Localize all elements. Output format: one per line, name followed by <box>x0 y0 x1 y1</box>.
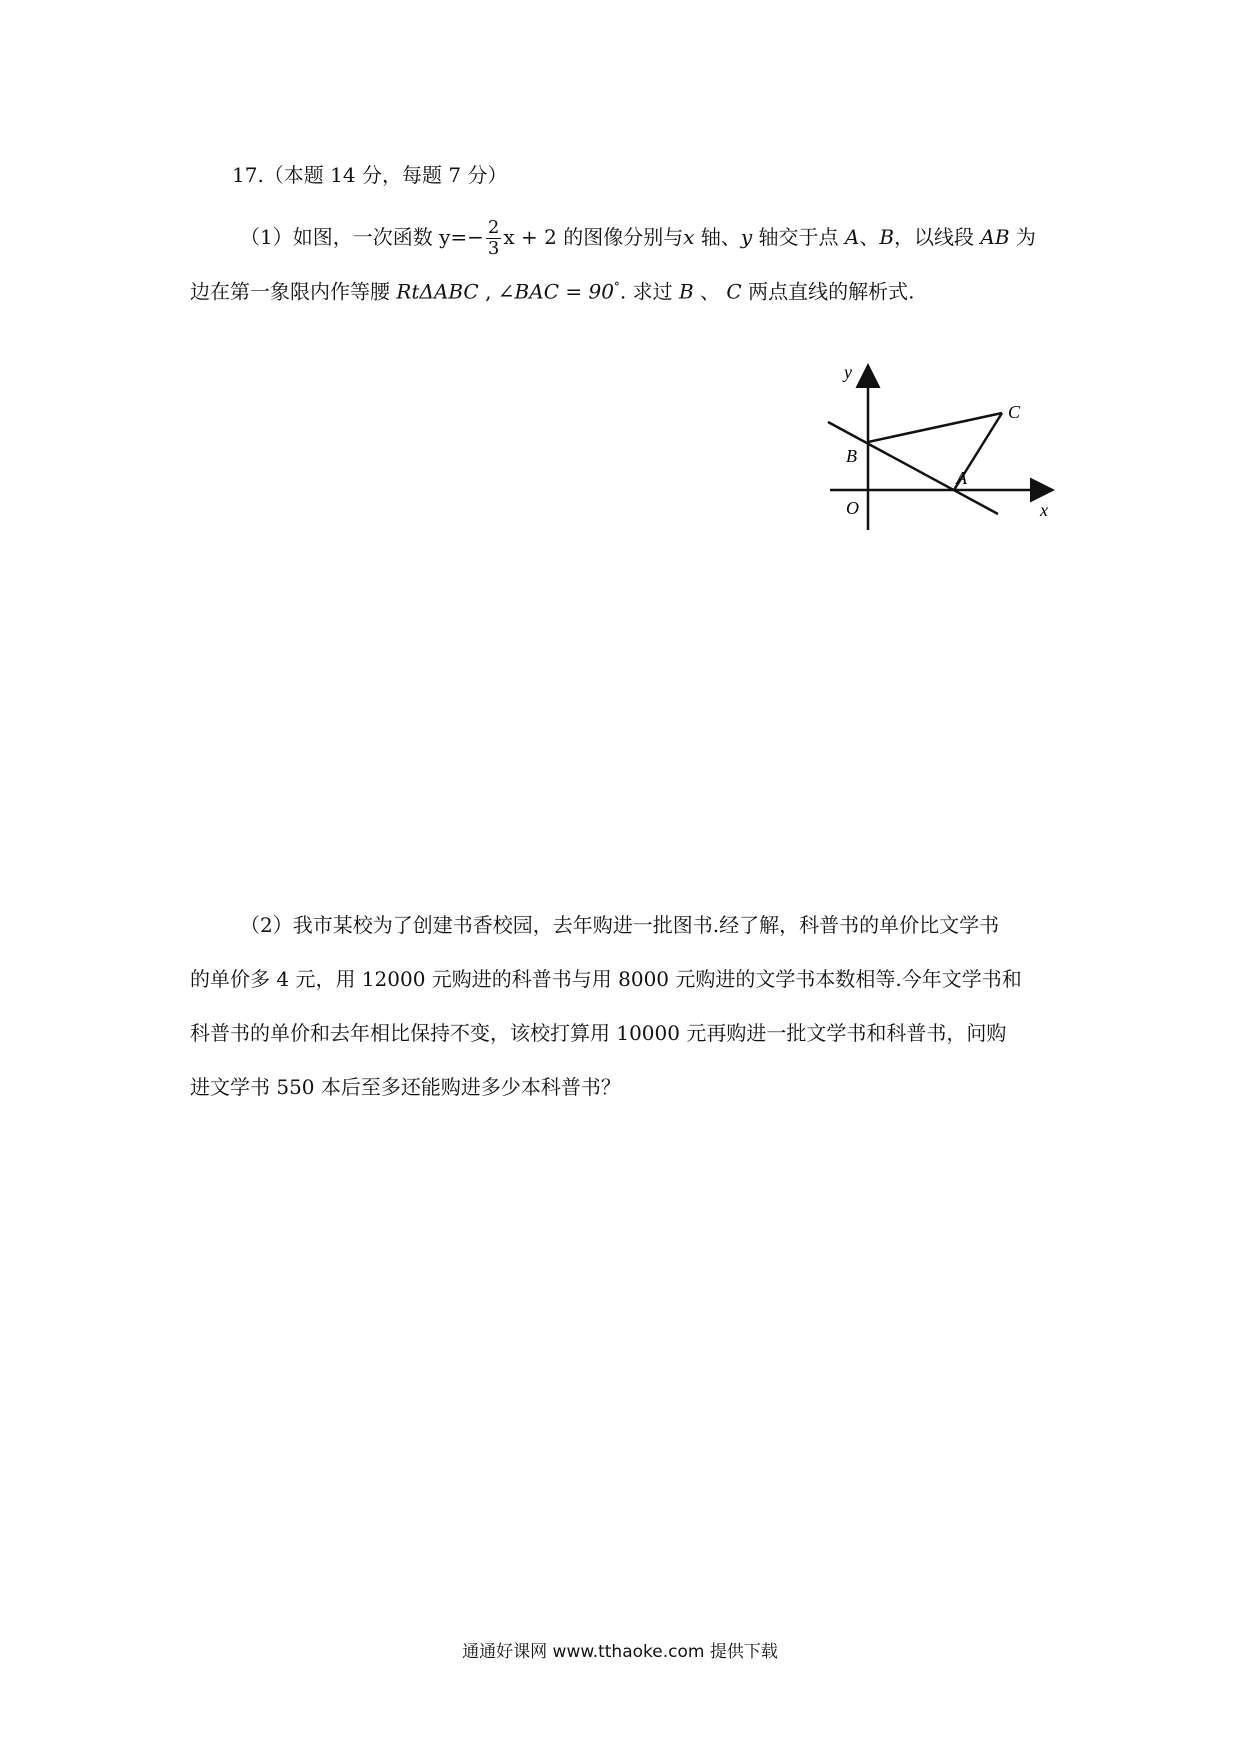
part2-line3: 科普书的单价和去年相比保持不变，该校打算用 10000 元再购进一批文学书和科普书，问购 <box>190 1021 1007 1045</box>
fraction <box>486 218 501 259</box>
point-b-2: B <box>679 279 694 304</box>
triangle-name: RtΔABC <box>396 279 479 304</box>
part1-line2-c: 两点直线的解析式. <box>741 279 915 304</box>
part1-line2 <box>190 272 914 307</box>
fraction-numerator: 2 <box>487 217 500 238</box>
axis-y-text: 轴交于点 <box>752 225 845 249</box>
point-a: A <box>844 225 860 249</box>
separator-2: 、 <box>693 279 727 304</box>
question-header: 17.（本题 14 分，每题 7 分） <box>232 163 508 187</box>
label-c: C <box>1008 402 1021 422</box>
label-x: x <box>1040 500 1048 520</box>
coordinate-figure <box>820 360 1060 540</box>
fraction-denominator: 3 <box>487 238 500 259</box>
footer-text: 通通好课网 www.tthaoke.com 提供下载 <box>462 1642 778 1662</box>
segment-text: ，以线段 <box>894 225 981 249</box>
segment-ab: AB <box>980 225 1010 249</box>
label-a: A <box>956 468 967 488</box>
part1-line2-b: . 求过 <box>619 279 679 304</box>
label-y: y <box>844 362 852 382</box>
angle-expr: ∠BAC = 90 <box>497 279 614 304</box>
var-y: y <box>740 225 753 249</box>
comma: , <box>478 279 498 304</box>
part2-line1: （2）我市某校为了创建书香校园，去年购进一批图书.经了解，科普书的单价比文学书 <box>240 913 1000 937</box>
var-x: x <box>683 225 695 249</box>
part1-line2-a: 边在第一象限内作等腰 <box>190 279 397 304</box>
point-b: B <box>879 225 895 249</box>
segment-bc <box>868 413 1002 442</box>
point-c-2: C <box>726 279 742 304</box>
part1-after-fraction: x + 2 的图像分别与 <box>503 225 684 249</box>
axis-x-text: 轴、 <box>694 225 741 249</box>
part1-tail: 为 <box>1009 225 1036 249</box>
part1-line1 <box>240 212 1036 262</box>
part1-lead: （1）如图，一次函数 y= <box>240 225 468 249</box>
part2-line4: 进文学书 550 本后至多还能购进多少本科普书？ <box>190 1075 621 1099</box>
fraction-sign: − <box>467 225 484 249</box>
degree-sign: ° <box>613 280 620 294</box>
separator: 、 <box>859 225 880 249</box>
part2-line2: 的单价多 4 元，用 12000 元购进的科普书与用 8000 元购进的文学书本数相等.今年文学书和 <box>190 967 1022 991</box>
label-b: B <box>846 446 857 466</box>
label-o: O <box>846 498 859 518</box>
